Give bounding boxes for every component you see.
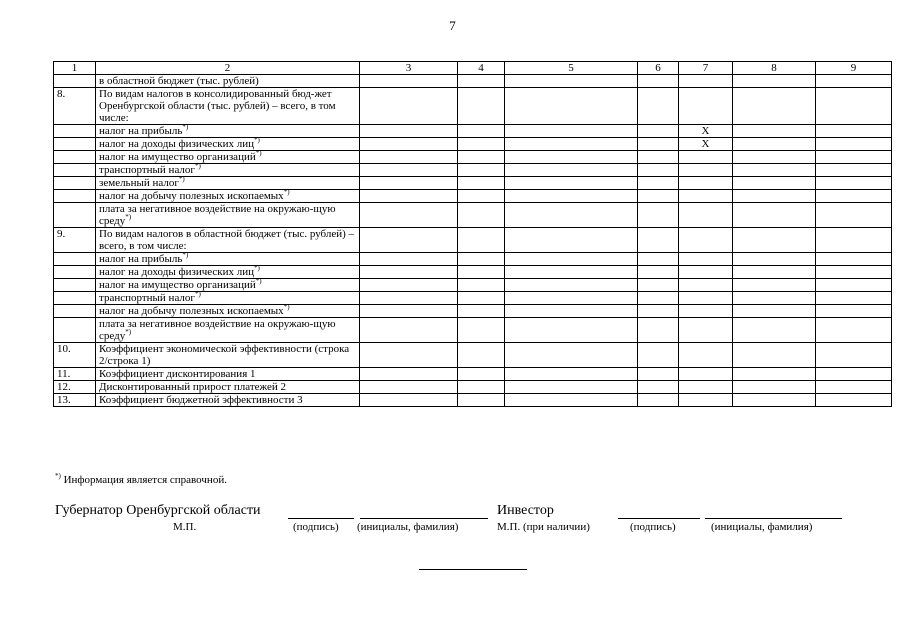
table-cell xyxy=(816,318,892,343)
governor-name-caption: (инициалы, фамилия) xyxy=(357,521,459,533)
table-cell xyxy=(816,381,892,394)
table-cell xyxy=(733,343,816,368)
table-cell xyxy=(505,318,638,343)
table-row xyxy=(54,368,892,381)
not-applicable-mark: X xyxy=(679,125,733,138)
row-number xyxy=(54,318,96,343)
table-cell xyxy=(458,292,505,305)
table-cell xyxy=(638,368,679,381)
row-description xyxy=(96,292,360,305)
table-cell xyxy=(360,318,458,343)
row-number xyxy=(54,279,96,292)
bottom-divider xyxy=(419,569,527,570)
table-cell xyxy=(679,228,733,253)
row-label: плата за негативное воздействие на окружаю-щую среду xyxy=(99,203,336,227)
table-cell xyxy=(505,394,638,407)
table-cell xyxy=(638,381,679,394)
row-label: налог на прибыль xyxy=(99,125,183,137)
row-label: плата за негативное воздействие на окружаю-щую среду xyxy=(99,318,336,342)
footnote-mark: *) xyxy=(182,123,189,131)
table-cell xyxy=(733,368,816,381)
row-number: 11. xyxy=(54,368,96,381)
footnote-mark: *) xyxy=(194,290,201,298)
table-cell xyxy=(733,292,816,305)
table-cell xyxy=(816,292,892,305)
table-cell xyxy=(360,228,458,253)
governor-signature-caption: (подпись) xyxy=(293,521,339,533)
governor-label: Губернатор Оренбургской области xyxy=(55,503,261,518)
table-cell xyxy=(360,125,458,138)
table-cell xyxy=(505,279,638,292)
row-number xyxy=(54,253,96,266)
table-cell xyxy=(733,138,816,151)
table-cell xyxy=(679,266,733,279)
row-label: Коэффициент экономической эффективности (строка 2/строка 1) xyxy=(99,343,350,367)
table-cell xyxy=(816,190,892,203)
table-cell xyxy=(816,253,892,266)
table-cell xyxy=(733,394,816,407)
investor-signature-line xyxy=(618,518,700,519)
row-number xyxy=(54,164,96,177)
not-applicable-mark: X xyxy=(679,138,733,151)
footnote-mark: *) xyxy=(55,472,61,480)
governor-signature-line xyxy=(288,518,354,519)
table-cell xyxy=(458,203,505,228)
footnote-mark: *) xyxy=(283,303,290,311)
table-cell xyxy=(638,266,679,279)
table-cell xyxy=(505,151,638,164)
table-cell xyxy=(458,305,505,318)
table-row xyxy=(54,138,892,151)
table-cell xyxy=(360,138,458,151)
table-cell xyxy=(679,203,733,228)
table-cell xyxy=(733,190,816,203)
row-number xyxy=(54,138,96,151)
table-row xyxy=(54,266,892,279)
table-cell xyxy=(505,177,638,190)
footnote-mark: *) xyxy=(125,213,132,221)
row-description xyxy=(96,381,360,394)
table-cell xyxy=(505,228,638,253)
investor-label: Инвестор xyxy=(497,503,554,518)
row-description xyxy=(96,368,360,381)
footnote-mark: *) xyxy=(178,175,185,183)
row-description xyxy=(96,190,360,203)
table-header-row xyxy=(54,62,892,75)
table-cell xyxy=(638,151,679,164)
table-cell xyxy=(733,164,816,177)
table-row xyxy=(54,253,892,266)
footnote-mark: *) xyxy=(125,328,132,336)
row-label: налог на прибыль xyxy=(99,253,183,265)
table-cell xyxy=(679,318,733,343)
table-cell xyxy=(816,368,892,381)
table-row xyxy=(54,292,892,305)
table-row xyxy=(54,381,892,394)
table-cell xyxy=(733,88,816,125)
table-cell xyxy=(458,164,505,177)
table-cell xyxy=(638,292,679,305)
row-label: земельный налог xyxy=(99,177,179,189)
table-row xyxy=(54,318,892,343)
table-cell xyxy=(638,190,679,203)
table-cell xyxy=(679,368,733,381)
table-cell xyxy=(638,203,679,228)
row-label: в областной бюджет (тыс. рублей) xyxy=(99,75,259,87)
row-number xyxy=(54,203,96,228)
table-cell xyxy=(816,138,892,151)
table-cell xyxy=(679,164,733,177)
row-number xyxy=(54,292,96,305)
row-label: налог на имущество организаций xyxy=(99,279,256,291)
table-row xyxy=(54,75,892,88)
table-cell xyxy=(638,177,679,190)
table-row xyxy=(54,177,892,190)
row-label: налог на доходы физических лиц xyxy=(99,266,255,278)
row-label: транспортный налог xyxy=(99,164,195,176)
table-cell xyxy=(638,228,679,253)
row-number: 13. xyxy=(54,394,96,407)
column-header: 4 xyxy=(458,62,505,75)
table-cell xyxy=(458,343,505,368)
table-row xyxy=(54,203,892,228)
table-cell xyxy=(505,368,638,381)
row-number xyxy=(54,177,96,190)
table-cell xyxy=(505,343,638,368)
table-cell xyxy=(679,75,733,88)
row-number xyxy=(54,125,96,138)
table-cell xyxy=(638,164,679,177)
table-cell xyxy=(638,125,679,138)
table-cell xyxy=(360,292,458,305)
table-cell xyxy=(679,151,733,164)
table-cell xyxy=(505,88,638,125)
column-header: 5 xyxy=(505,62,638,75)
table-cell xyxy=(816,343,892,368)
table-cell xyxy=(505,292,638,305)
table-cell xyxy=(505,190,638,203)
table-cell xyxy=(360,266,458,279)
table-cell xyxy=(679,88,733,125)
table-cell xyxy=(638,138,679,151)
column-header: 3 xyxy=(360,62,458,75)
governor-name-line xyxy=(360,518,488,519)
row-description xyxy=(96,343,360,368)
table-cell xyxy=(638,75,679,88)
table-cell xyxy=(360,151,458,164)
table-cell xyxy=(733,75,816,88)
table-cell xyxy=(505,305,638,318)
table-cell xyxy=(638,394,679,407)
table-cell xyxy=(458,368,505,381)
column-header: 9 xyxy=(816,62,892,75)
investor-signature-caption: (подпись) xyxy=(630,521,676,533)
table-body xyxy=(54,62,892,407)
efficiency-table xyxy=(53,61,892,407)
table-cell xyxy=(360,164,458,177)
investor-name-caption: (инициалы, фамилия) xyxy=(711,521,813,533)
column-header: 6 xyxy=(638,62,679,75)
table-row xyxy=(54,228,892,253)
table-cell xyxy=(505,203,638,228)
table-cell xyxy=(816,203,892,228)
row-number xyxy=(54,305,96,318)
column-header: 2 xyxy=(96,62,360,75)
row-description xyxy=(96,305,360,318)
page-number: 7 xyxy=(449,18,456,33)
row-label: налог на доходы физических лиц xyxy=(99,138,255,150)
row-label: По видам налогов в областной бюджет (тыс. рублей) – всего, в том числе: xyxy=(99,228,355,252)
table-cell xyxy=(505,164,638,177)
row-number: 8. xyxy=(54,88,96,125)
footnote-mark: *) xyxy=(254,264,260,272)
table-cell xyxy=(816,88,892,125)
investor-name-line xyxy=(705,518,842,519)
table-cell xyxy=(360,343,458,368)
table-cell xyxy=(733,253,816,266)
table-row xyxy=(54,151,892,164)
table-cell xyxy=(360,190,458,203)
table-cell xyxy=(458,228,505,253)
table-cell xyxy=(360,394,458,407)
table-cell xyxy=(360,203,458,228)
table-cell xyxy=(458,190,505,203)
table-cell xyxy=(816,305,892,318)
table-cell xyxy=(733,381,816,394)
table-cell xyxy=(816,151,892,164)
table-cell xyxy=(679,253,733,266)
row-description xyxy=(96,253,360,266)
row-description xyxy=(96,228,360,253)
table-cell xyxy=(816,394,892,407)
table-cell xyxy=(360,279,458,292)
table-cell xyxy=(679,305,733,318)
table-cell xyxy=(638,318,679,343)
table-cell xyxy=(733,305,816,318)
row-number xyxy=(54,190,96,203)
row-number: 12. xyxy=(54,381,96,394)
table-cell xyxy=(458,177,505,190)
table-cell xyxy=(360,368,458,381)
table-cell xyxy=(505,75,638,88)
table-cell xyxy=(638,279,679,292)
footnote-mark: *) xyxy=(194,162,201,170)
table-row xyxy=(54,125,892,138)
table-cell xyxy=(816,279,892,292)
table-cell xyxy=(458,279,505,292)
table-cell xyxy=(458,151,505,164)
row-description xyxy=(96,151,360,164)
table-cell xyxy=(360,177,458,190)
table-row xyxy=(54,305,892,318)
row-label: Коэффициент дисконтирования 1 xyxy=(99,368,256,380)
table-cell xyxy=(733,279,816,292)
table-cell xyxy=(816,228,892,253)
row-label: Дисконтированный прирост платежей 2 xyxy=(99,381,286,393)
footnote-mark: *) xyxy=(255,277,262,285)
table-cell xyxy=(679,394,733,407)
table-cell xyxy=(505,138,638,151)
row-description xyxy=(96,125,360,138)
row-label: налог на имущество организаций xyxy=(99,151,256,163)
table-cell xyxy=(505,253,638,266)
table-cell xyxy=(458,253,505,266)
row-number xyxy=(54,266,96,279)
column-header: 8 xyxy=(733,62,816,75)
row-description xyxy=(96,203,360,228)
table-cell xyxy=(816,75,892,88)
footnote-mark: *) xyxy=(182,251,189,259)
row-number: 9. xyxy=(54,228,96,253)
table-cell xyxy=(458,88,505,125)
table-row xyxy=(54,190,892,203)
table-cell xyxy=(458,318,505,343)
table-cell xyxy=(816,266,892,279)
table-cell xyxy=(679,279,733,292)
row-label: транспортный налог xyxy=(99,292,195,304)
table-cell xyxy=(816,177,892,190)
table-cell xyxy=(458,266,505,279)
table-cell xyxy=(816,164,892,177)
table-cell xyxy=(458,75,505,88)
table-row xyxy=(54,343,892,368)
footnote-text: Информация является справочной. xyxy=(60,474,227,486)
row-description xyxy=(96,266,360,279)
table-cell xyxy=(458,394,505,407)
row-description xyxy=(96,279,360,292)
table-cell xyxy=(733,266,816,279)
table-cell xyxy=(679,381,733,394)
table-cell xyxy=(638,305,679,318)
row-description xyxy=(96,318,360,343)
table-cell xyxy=(458,138,505,151)
row-label: налог на добычу полезных ископаемых xyxy=(99,305,284,317)
row-description xyxy=(96,177,360,190)
row-description xyxy=(96,138,360,151)
column-header: 1 xyxy=(54,62,96,75)
table-cell xyxy=(360,88,458,125)
row-label: налог на добычу полезных ископаемых xyxy=(99,190,284,202)
row-description xyxy=(96,88,360,125)
row-label: По видам налогов в консолидированный бюд-жет Оренбургской области (тыс. рублей) – всего, в том числе: xyxy=(99,88,336,124)
table-cell xyxy=(638,343,679,368)
table-cell xyxy=(733,318,816,343)
column-header: 7 xyxy=(679,62,733,75)
table-cell xyxy=(505,381,638,394)
table-cell xyxy=(816,125,892,138)
table-cell xyxy=(505,125,638,138)
table-cell xyxy=(733,125,816,138)
table-cell xyxy=(679,343,733,368)
table-cell xyxy=(679,177,733,190)
table-row xyxy=(54,88,892,125)
footnote xyxy=(55,474,227,486)
governor-stamp: М.П. xyxy=(173,521,197,533)
table-cell xyxy=(505,266,638,279)
table-cell xyxy=(360,381,458,394)
table-cell xyxy=(679,292,733,305)
row-number xyxy=(54,75,96,88)
row-number: 10. xyxy=(54,343,96,368)
table-cell xyxy=(638,88,679,125)
footnote-mark: *) xyxy=(283,188,290,196)
table-cell xyxy=(360,305,458,318)
table-cell xyxy=(360,75,458,88)
table-cell xyxy=(638,253,679,266)
table-cell xyxy=(679,190,733,203)
table-cell xyxy=(458,381,505,394)
footnote-mark: *) xyxy=(255,149,262,157)
row-description xyxy=(96,394,360,407)
row-number xyxy=(54,151,96,164)
investor-stamp: М.П. (при наличии) xyxy=(497,521,590,533)
row-description xyxy=(96,75,360,88)
table-row xyxy=(54,394,892,407)
table-cell xyxy=(733,203,816,228)
row-description xyxy=(96,164,360,177)
table-cell xyxy=(458,125,505,138)
table-cell xyxy=(733,177,816,190)
table-cell xyxy=(360,253,458,266)
footnote-mark: *) xyxy=(254,136,260,144)
row-label: Коэффициент бюджетной эффективности 3 xyxy=(99,394,303,406)
table-row xyxy=(54,279,892,292)
table-cell xyxy=(733,228,816,253)
table-cell xyxy=(733,151,816,164)
